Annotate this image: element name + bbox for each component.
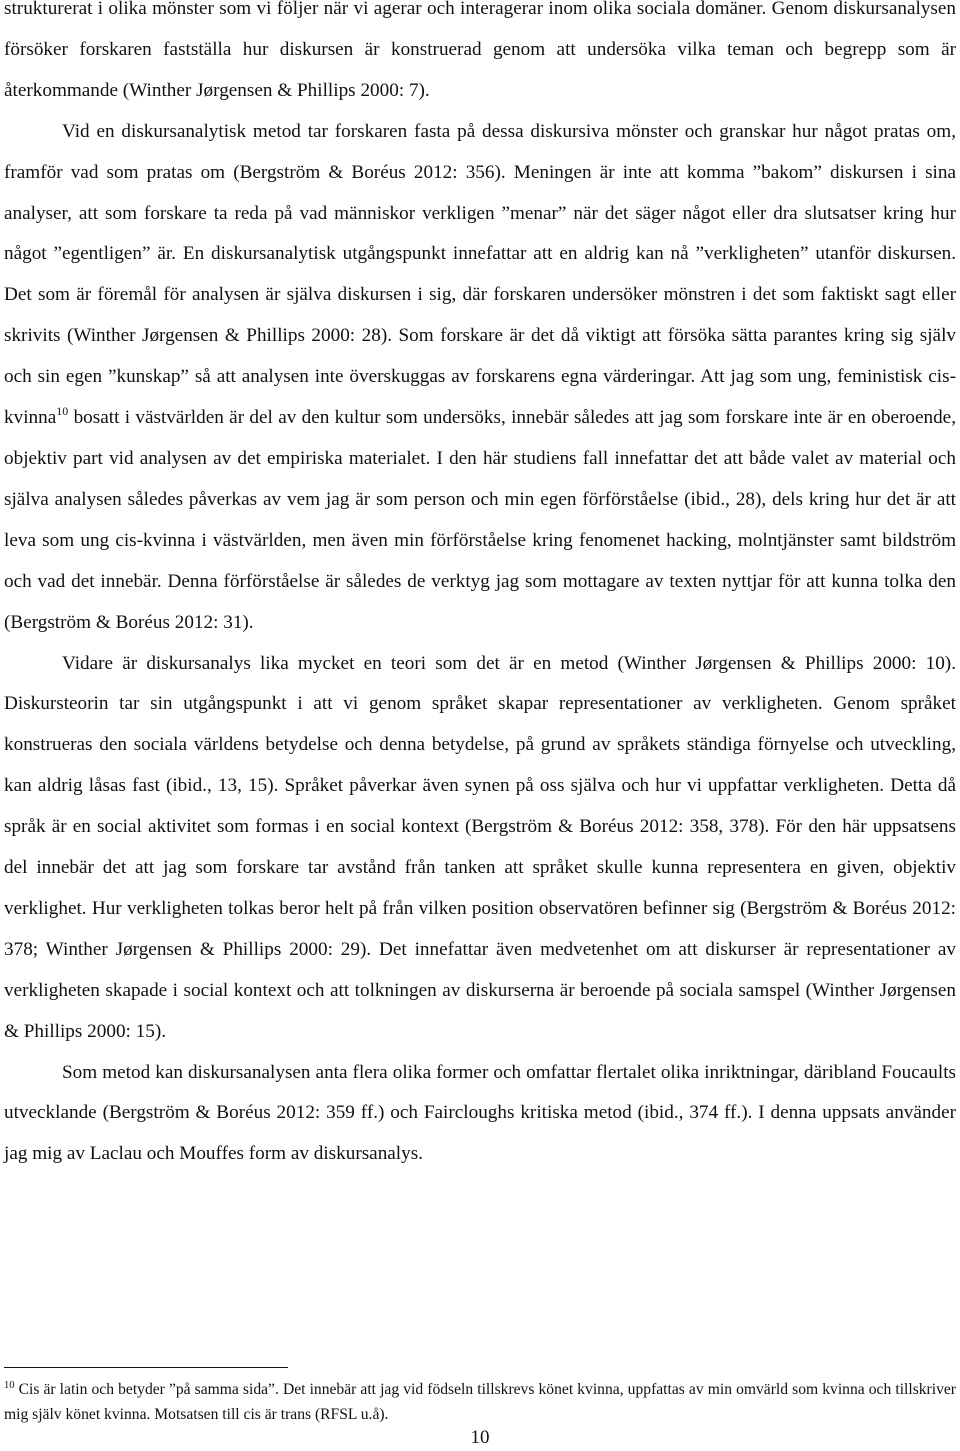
- paragraph-4-text: Som metod kan diskursanalysen anta flera olika former och omfattar flertalet olika inriktningar, däribland Foucaults utvecklande (Bergström & Boréus 2012: 359 ff.) och Faircloughs kritiska metod (ibid., 374 ff.). I denna uppsats använder jag mig av Laclau och Mouffes form av diskursanalys.: [4, 1061, 956, 1165]
- paragraph-1: [4, 0, 956, 112]
- footnote-reference: 10: [56, 404, 69, 419]
- paragraph-2: [4, 112, 956, 644]
- paragraph-2-text-part-1: Vid en diskursanalytisk metod tar forskaren fasta på dessa diskursiva mönster och granskar hur något pratas om, framför vad som pratas om (Bergström & Boréus 2012: 356). Meningen är inte att komma ”bakom” diskursen i sina analyser, att som forskare ta reda på vad människor verkligen ”menar” när det säger något eller dra slutsatser kring hur något ”egentligen” är. En diskursanalytisk utgångspunkt innefattar att en aldrig kan nå ”verkligheten” utanför diskursen. Det som är föremål för analysen är själva diskursen i sig, där forskaren undersöker mönstren i det som faktiskt sagt eller skrivits (Winther Jørgensen & Phillips 2000: 28). Som forskare är det då viktigt att försöka sätta parantes kring sig själv och sin egen ”kunskap” så att analysen inte överskuggas av forskarens egna värderingar. Att jag som ung, feministisk cis-kvinna: [4, 120, 956, 429]
- paragraph-3: [4, 644, 956, 1053]
- footnote: [4, 1378, 956, 1427]
- footnote-separator: [4, 1367, 288, 1368]
- page-body: [4, 0, 956, 1175]
- footnote-text: Cis är latin och betyder ”på samma sida”. Det innebär att jag vid födseln tillskrevs könet kvinna, uppfattas av min omvärld som kvinna och tillskriver mig själv könet kvinna. Motsatsen till cis är trans (RFSL u.å).: [4, 1381, 956, 1423]
- page-number: 10: [470, 1427, 490, 1448]
- paragraph-4: [4, 1053, 956, 1176]
- paragraph-1-text: strukturerat i olika mönster som vi följer när vi agerar och interagerar inom olika sociala domäner. Genom diskursanalysen försöker forskaren fastställa hur diskursen är konstruerad genom att undersöka vilka teman och begrepp som är återkommande (Winther Jørgensen & Phillips 2000: 7).: [4, 0, 956, 101]
- paragraph-3-text: Vidare är diskursanalys lika mycket en teori som det är en metod (Winther Jørgensen & Phillips 2000: 10). Diskursteorin tar sin utgångspunkt i att vi genom språket skapar representationer av verkligheten. Genom språket konstrueras den sociala världens betydelse och denna betydelse, på grund av språkets ständiga förnyelse och utveckling, kan aldrig låsas fast (ibid., 13, 15). Språket påverkar även synen på oss själva och hur vi uppfattar verkligheten. Detta då språk är en social aktivitet som formas i en social kontext (Bergström & Boréus 2012: 358, 378). För den här uppsatsens del innebär det att jag som forskare tar avstånd från tanken att språket skulle kunna representera en given, objektiv verklighet. Hur verkligheten tolkas beror helt på från vilken position observatören befinner sig (Bergström & Boréus 2012: 378; Winther Jørgensen & Phillips 2000: 29). Det innefattar även medvetenhet om att diskurser är representationer av verkligheten skapade i social kontext och att tolkningen av diskurserna är beroende på sociala samspel (Winther Jørgensen & Phillips 2000: 15).: [4, 652, 956, 1042]
- footnote-number: 10: [4, 1380, 15, 1391]
- paragraph-2-text-part-2: bosatt i västvärlden är del av den kultur som undersöks, innebär således att jag som forskare inte är en oberoende, objektiv part vid analysen av det empiriska materialet. I den här studiens fall innefattar det att både valet av material och själva analysen således påverkas av vem jag är som person och min egen förförståelse (ibid., 28), dels kring hur det är att leva som ung cis-kvinna i västvärlden, men även min förförståelse kring fenomenet hacking, molntjänster samt bildström och vad det innebär. Denna förförståelse är således de verktyg jag som mottagare av texten nyttjar för att kunna tolka den (Bergström & Boréus 2012: 31).: [4, 407, 956, 633]
